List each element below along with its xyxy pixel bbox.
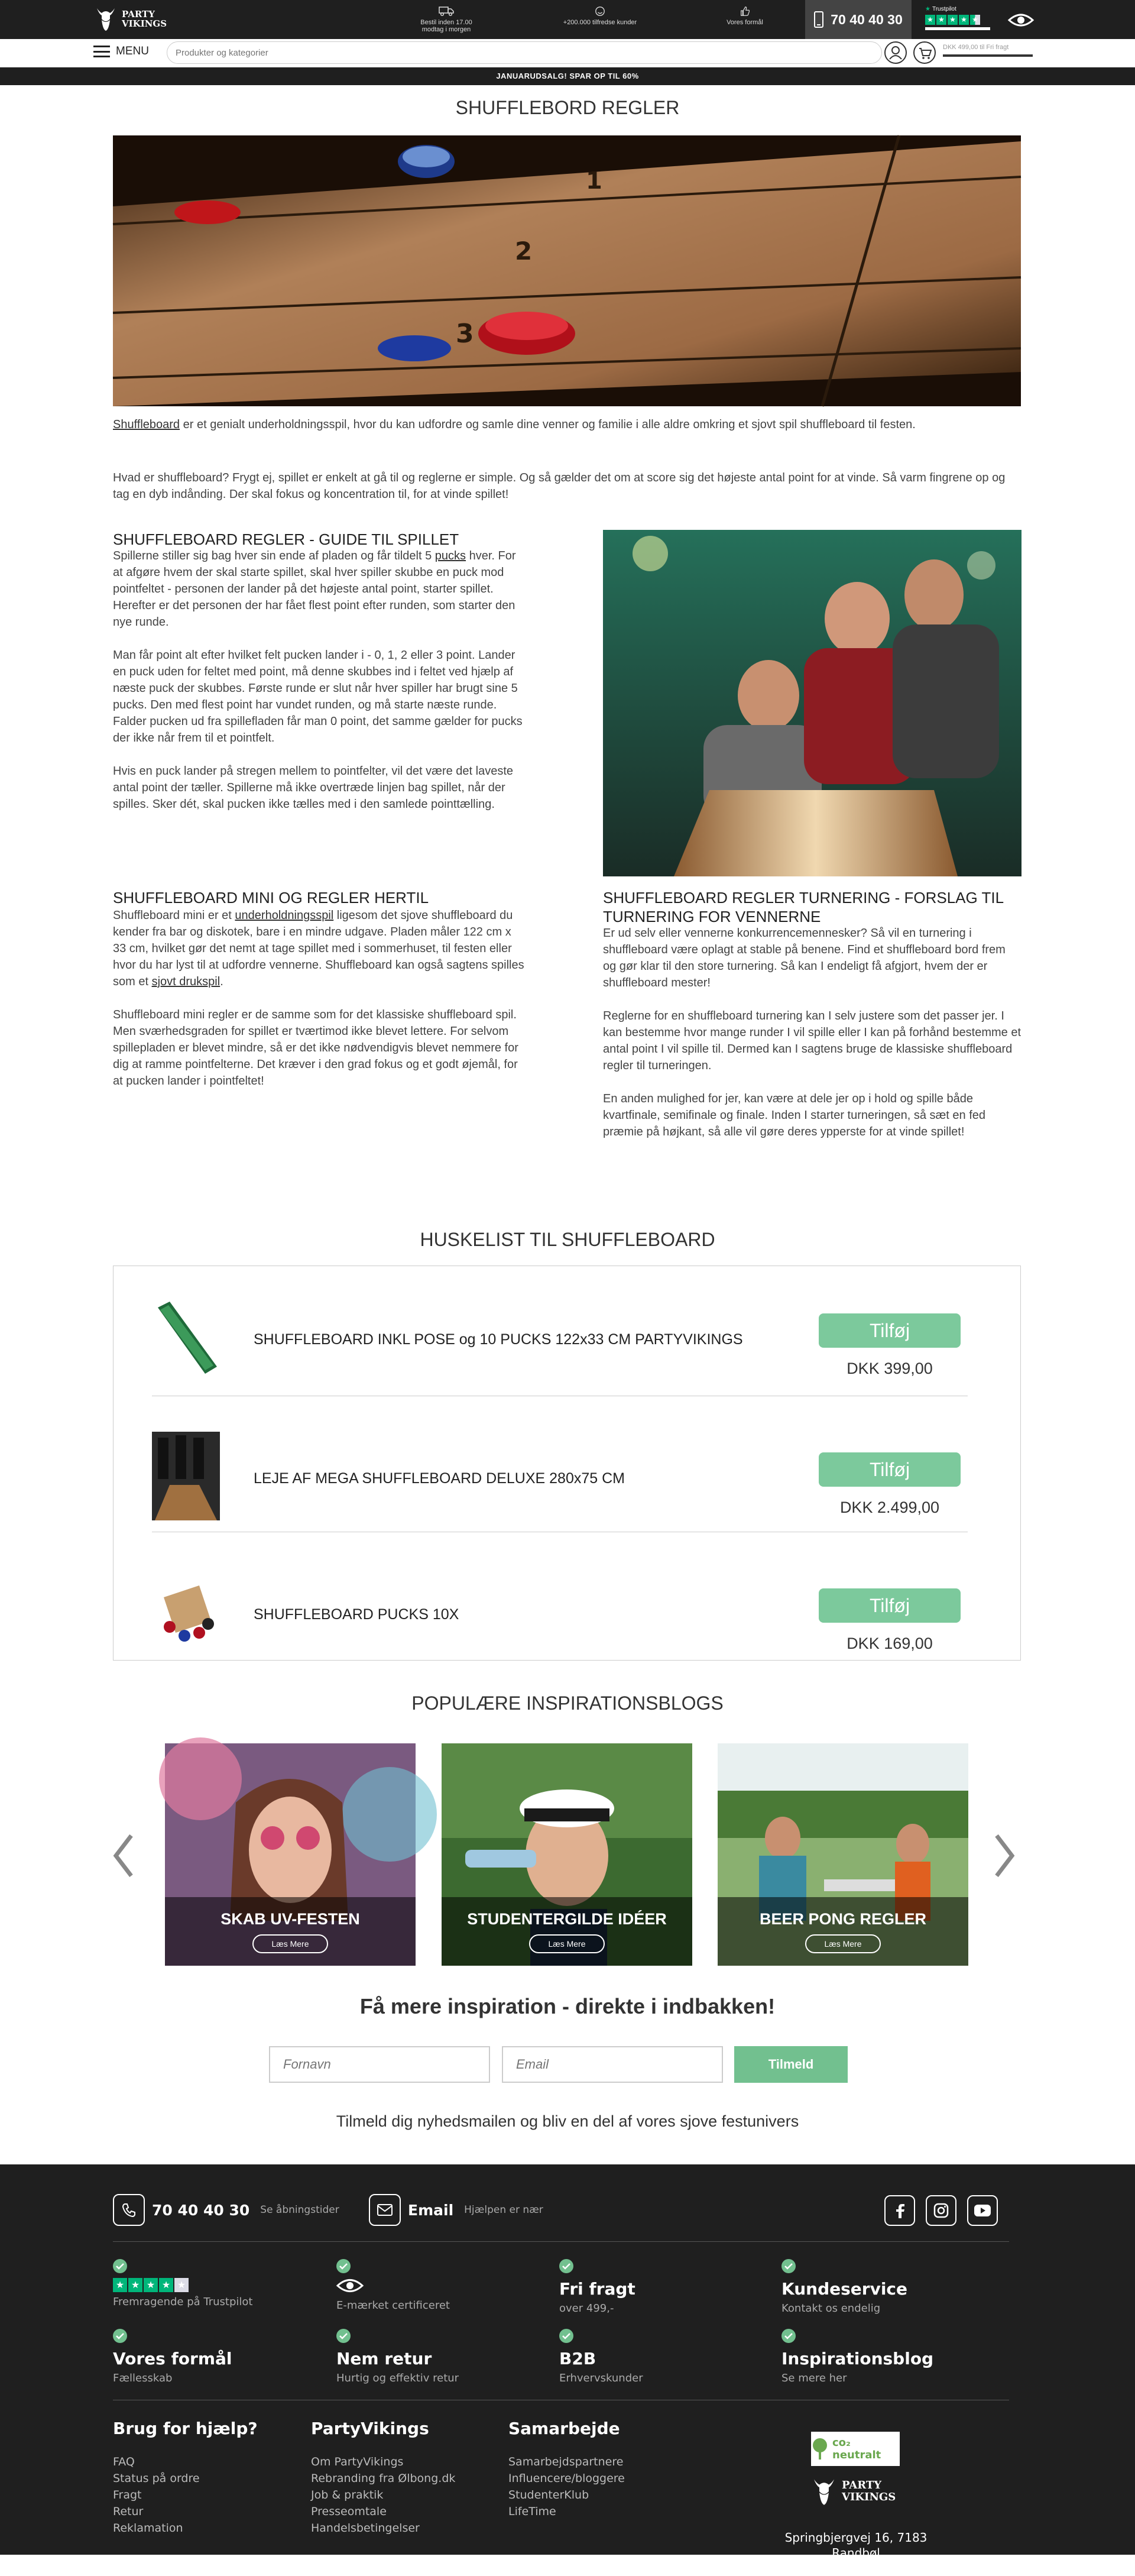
check-icon <box>113 2259 127 2273</box>
newsletter-title: Få mere inspiration - direkte i indbakken! <box>359 1994 776 2018</box>
product-name[interactable]: SHUFFLEBOARD INKL POSE og 10 PUCKS 122x33 CM PARTYVIKINGS <box>254 1331 743 1348</box>
instagram-icon[interactable] <box>926 2195 956 2226</box>
footer-address: Springbjergvej 16, 7183 Randbøl CVR nr.: 37233978 <box>784 2530 928 2575</box>
footer-link[interactable]: Samarbejdspartnere <box>508 2455 624 2468</box>
user-account-icon[interactable] <box>884 41 907 64</box>
usp-delivery[interactable]: Bestil inden 17.00 modtag i morgen <box>414 6 479 33</box>
footer <box>0 2164 1135 2575</box>
star-icon: ★ <box>113 2278 127 2292</box>
check-icon <box>781 2329 796 2343</box>
footer-link[interactable]: Retur <box>113 2505 144 2518</box>
e-maerket-eye-icon <box>336 2278 364 2293</box>
check-icon <box>781 2259 796 2273</box>
product-image-pucks[interactable] <box>152 1568 220 1656</box>
add-to-cart-button[interactable]: Tilføj <box>819 1588 961 1623</box>
phone-icon <box>113 2194 145 2226</box>
drukspil-link[interactable]: sjovt drukspil <box>151 975 220 988</box>
friends-playing-photo <box>603 530 1022 876</box>
hamburger-icon <box>93 46 110 57</box>
footer-phone[interactable]: 70 40 40 30 Se åbningstider <box>113 2194 339 2226</box>
section-title-mini: SHUFFLEBOARD MINI OG REGLER HERTIL <box>113 889 429 907</box>
svg-text:2: 2 <box>515 237 533 266</box>
product-row <box>152 1420 968 1532</box>
intro-paragraph-2: Hvad er shuffleboard? Frygt ej, spillet er enkelt at gå til og reglerne er simple. Og så gælder det om at score sig det højeste antal point for at vinde. Så varm fingrene op og tag en dyb indånding. Der skal fokus og koncentration til, for at vinde spillet! <box>113 471 1006 501</box>
trustpilot-stars <box>925 15 990 25</box>
cart-icon[interactable] <box>913 41 936 64</box>
section-title-guide: SHUFFLEBOARD REGLER - GUIDE TIL SPILLET <box>113 530 459 548</box>
blog-card-uv[interactable] <box>165 1743 416 1966</box>
section-tournament-text: Er ud selv eller vennerne konkurrencemennesker? Så vil en turnering i shuffleboard være oplagt at stable på benene. Find et shuffleboard bord frem og gør klar til den store turnering. Så kan I endeligt få afgjort, hvem der er shuffleboard mester! Reglerne for en shuffleboard turnering kan I selv justere som det passer jer. I kan bestemme hvor mange runder I vil spille eller I kan på forhånd bestemme et antal point I vil spille til. Dermed kan I sagtens bruge de klassiske shuffleboard regler til turneringen. En anden mulighed for jer, kan være at dele jer op i hold og spille både kvartfinale, semifinale og finale. Inden I starter turneringen, så sæt en fed præmie på højkant, så alle vil gøre deres ypperste for at vinde spillet! <box>603 927 1022 1138</box>
e-maerket-eye-icon[interactable] <box>1008 13 1034 27</box>
usp-purpose[interactable]: Vores formål <box>715 6 774 26</box>
blogs-title: POPULÆRE INSPIRATIONSBLOGS <box>411 1692 724 1714</box>
star-icon: ★ <box>936 15 946 25</box>
feature-returns[interactable]: Nem retur Hurtig og effektiv retur <box>336 2329 459 2384</box>
footer-link[interactable]: Influencere/bloggere <box>508 2472 625 2485</box>
star-half-icon: ★ <box>970 15 980 25</box>
product-image-mega-shuffleboard[interactable] <box>152 1432 220 1520</box>
product-price: DKK 169,00 <box>847 1635 933 1652</box>
product-name[interactable]: SHUFFLEBOARD PUCKS 10X <box>254 1606 459 1623</box>
check-icon <box>336 2329 351 2343</box>
trustpilot-label: Trustpilot <box>932 6 956 12</box>
trustpilot-score-bar <box>925 27 990 30</box>
phone-button[interactable] <box>805 0 912 39</box>
newsletter-subtitle: Tilmeld dig nyhedsmailen og bliv en del af vores sjove festunivers <box>336 2112 799 2130</box>
intro-paragraph-1: Shuffleboard er et genialt underholdningsspil, hvor du kan udfordre og samle dine venner og familie i alle aldre omkring et sjovt spil shuffleboard til festen. <box>113 418 916 431</box>
youtube-icon[interactable] <box>967 2195 998 2226</box>
star-icon: ★ <box>174 2278 189 2292</box>
star-icon: ★ <box>925 15 935 25</box>
star-icon: ★ <box>959 15 969 25</box>
product-name[interactable]: LEJE AF MEGA SHUFFLEBOARD DELUXE 280x75 CM <box>254 1470 625 1487</box>
section-title-tournament: SHUFFLEBOARD REGLER TURNERING - FORSLAG TIL TURNERING FOR VENNERNE <box>603 889 1004 925</box>
page-title: SHUFFLEBORD REGLER <box>455 97 680 118</box>
star-icon: ★ <box>128 2278 142 2292</box>
footer-link[interactable]: Job & praktik <box>311 2488 384 2501</box>
read-more-button[interactable]: Læs Mere <box>529 1934 604 1953</box>
footer-col-collab-title: Samarbejde <box>508 2419 620 2438</box>
footer-email[interactable]: Email Hjælpen er nær <box>369 2194 543 2226</box>
feature-b2b[interactable]: B2B Erhvervskunder <box>559 2329 643 2384</box>
logo-text: PARTY VIKINGS <box>122 9 167 29</box>
product-checklist <box>113 1266 1021 1661</box>
check-icon <box>559 2329 573 2343</box>
checklist-title: HUSKELIST TIL SHUFFLEBOARD <box>420 1229 715 1250</box>
chevron-right-icon[interactable] <box>993 1832 1017 1879</box>
mobile-phone-icon <box>814 11 823 28</box>
shuffleboard-link[interactable]: Shuffleboard <box>113 418 180 431</box>
footer-link[interactable]: Presseomtale <box>311 2505 387 2518</box>
free-shipping-info: DKK 499,00 til Fri fragt <box>943 44 1009 51</box>
footer-col-help-title: Brug for hjælp? <box>113 2419 258 2438</box>
footer-link[interactable]: StudenterKlub <box>508 2488 589 2501</box>
check-icon <box>113 2329 127 2343</box>
footer-logo[interactable]: PARTY VIKINGS <box>811 2477 896 2506</box>
read-more-button[interactable]: Læs Mere <box>252 1934 327 1953</box>
add-to-cart-button[interactable]: Tilføj <box>819 1452 961 1487</box>
trustpilot-star-icon: ★ <box>925 6 930 12</box>
firstname-input[interactable] <box>269 2046 490 2083</box>
footer-link[interactable]: Fragt <box>113 2488 142 2501</box>
mail-icon <box>369 2194 401 2226</box>
feature-emaerket[interactable]: E-mærket certificeret <box>336 2259 450 2312</box>
feature-trustpilot[interactable]: ★ ★ ★ ★ ★ Fremragende på Trustpilot <box>113 2259 253 2308</box>
blog-card-beerpong[interactable] <box>718 1743 968 1966</box>
footer-link[interactable]: Rebranding fra Ølbong.dk <box>311 2472 456 2485</box>
menu-button[interactable] <box>93 45 149 58</box>
feature-free-shipping[interactable]: Fri fragt over 499,- <box>559 2259 635 2315</box>
pucks-link[interactable]: pucks <box>434 549 466 562</box>
star-icon: ★ <box>159 2278 173 2292</box>
product-row <box>152 1284 968 1396</box>
svg-text:1: 1 <box>586 167 602 195</box>
footer-link[interactable]: Om PartyVikings <box>311 2455 404 2468</box>
hero-shuffleboard-image <box>113 135 1021 406</box>
footer-link[interactable]: LifeTime <box>508 2505 556 2518</box>
trustpilot-stars <box>113 2278 253 2292</box>
section-mini-text: Shuffleboard mini er et underholdningsspil ligesom det sjove shuffleboard du kender fra bar og diskotek, bare i en mindre udgave. Pladen måler 122 cm x 33 cm, hvilket gør det nemt at tage spillet med i sommerhuset, til festen eller hvor du har lyst til at udfordre vennerne. Shuffleboard kan også sagtens spilles som et sjovt drukspil. Shuffleboard mini regler er de samme som for det klassiske shuffleboard spil. Men sværhedsgraden for spillet er tværtimod ikke blevet lettere. For selvom spillepladen er blevet mindre, så er det ikke nødvendigvis blevet nemmere for dig at ramme pointfelterne. Det kræver i den grad fokus og et godt øjemål, for at pucken lander i pointfeltet! <box>113 909 524 1088</box>
feature-purpose[interactable]: Vores formål Fællesskab <box>113 2329 232 2384</box>
viking-helmet-icon <box>95 6 117 32</box>
section-guide-text: Spillerne stiller sig bag hver sin ende af pladen og får tildelt 5 pucks hver. For at afgøre hvem der skal starte spillet, skal hver spiller skubbe en puck mod pointfeltet - personen der lander på det højeste antal point, starter spillet. Herefter er det personen der har fået flest point efter runden, som starter den nye runde. Man får point alt efter hvilket felt pucken lander i - 0, 1, 2 eller 3 point. Lander en puck uden for feltet med point, må denne skubbes ind i feltet ved hjælp af næste puck der skubbes. Første runde er slut når hver spiller har brugt sine 5 pucks. Den med flest point har vundet runden, og må starte næste runde. Falder pucken ud fra spillefladen får man 0 point, det samme gælder for pucks der ikke når frem til et pointfelt. Hvis en puck lander på stregen mellem to pointfelter, vil det være det laveste antal point der tæller. Spillerne må ikke overtræde linjen bag spillet, når der spilles. Sker dét, skal pucken ikke tælles med i den samlede pointtælling. <box>113 549 523 811</box>
usp-customers[interactable]: +200.000 tilfredse kunder <box>550 6 650 26</box>
footer-col-company-title: PartyVikings <box>311 2419 429 2438</box>
product-row <box>152 1556 968 1668</box>
feature-blog[interactable]: Inspirationsblog Se mere her <box>781 2329 933 2384</box>
underholdningsspil-link[interactable]: underholdningsspil <box>235 909 334 922</box>
svg-text:3: 3 <box>456 319 474 349</box>
star-icon: ★ <box>948 15 958 25</box>
check-icon <box>559 2259 573 2273</box>
feature-customer-service[interactable]: Kundeservice Kontakt os endelig <box>781 2259 907 2315</box>
tree-icon <box>811 2437 829 2461</box>
product-image-shuffleboard-mini[interactable] <box>152 1290 220 1378</box>
check-icon <box>336 2259 351 2273</box>
co2-neutral-badge[interactable]: co₂ neutralt <box>811 2432 900 2466</box>
subscribe-button[interactable]: Tilmeld <box>734 2046 848 2083</box>
add-to-cart-button[interactable]: Tilføj <box>819 1313 961 1348</box>
blog-title: SKAB UV-FESTEN <box>220 1910 360 1928</box>
top-bar <box>0 0 1135 39</box>
footer-link[interactable]: Reklamation <box>113 2522 183 2535</box>
truck-icon <box>439 6 454 17</box>
footer-link[interactable]: Handelsbetingelser <box>311 2522 420 2535</box>
site-logo[interactable] <box>95 6 167 32</box>
blog-title: STUDENTERGILDE IDÉER <box>467 1910 667 1928</box>
menu-label: MENU <box>116 45 149 57</box>
free-shipping-progress <box>943 54 1033 57</box>
chevron-left-icon[interactable] <box>111 1832 135 1879</box>
footer-link[interactable]: FAQ <box>113 2455 135 2468</box>
thumbs-up-icon <box>739 6 751 17</box>
phone-number: 70 40 40 30 <box>831 11 903 27</box>
footer-link[interactable]: Status på ordre <box>113 2472 200 2485</box>
facebook-icon[interactable] <box>884 2195 915 2226</box>
nav-bar <box>0 39 1135 67</box>
read-more-button[interactable]: Læs Mere <box>805 1934 880 1953</box>
smile-icon <box>594 6 606 17</box>
blog-card-student[interactable] <box>442 1743 692 1966</box>
trustpilot-widget[interactable] <box>925 6 990 30</box>
star-icon: ★ <box>144 2278 158 2292</box>
viking-helmet-icon <box>811 2477 837 2506</box>
product-price: DKK 2.499,00 <box>839 1499 940 1516</box>
blog-title: BEER PONG REGLER <box>759 1910 927 1928</box>
product-price: DKK 399,00 <box>847 1360 933 1377</box>
search-input[interactable] <box>167 41 882 64</box>
email-input[interactable] <box>502 2046 723 2083</box>
sale-banner[interactable]: JANUARUDSALG! SPAR OP TIL 60% <box>0 67 1135 85</box>
